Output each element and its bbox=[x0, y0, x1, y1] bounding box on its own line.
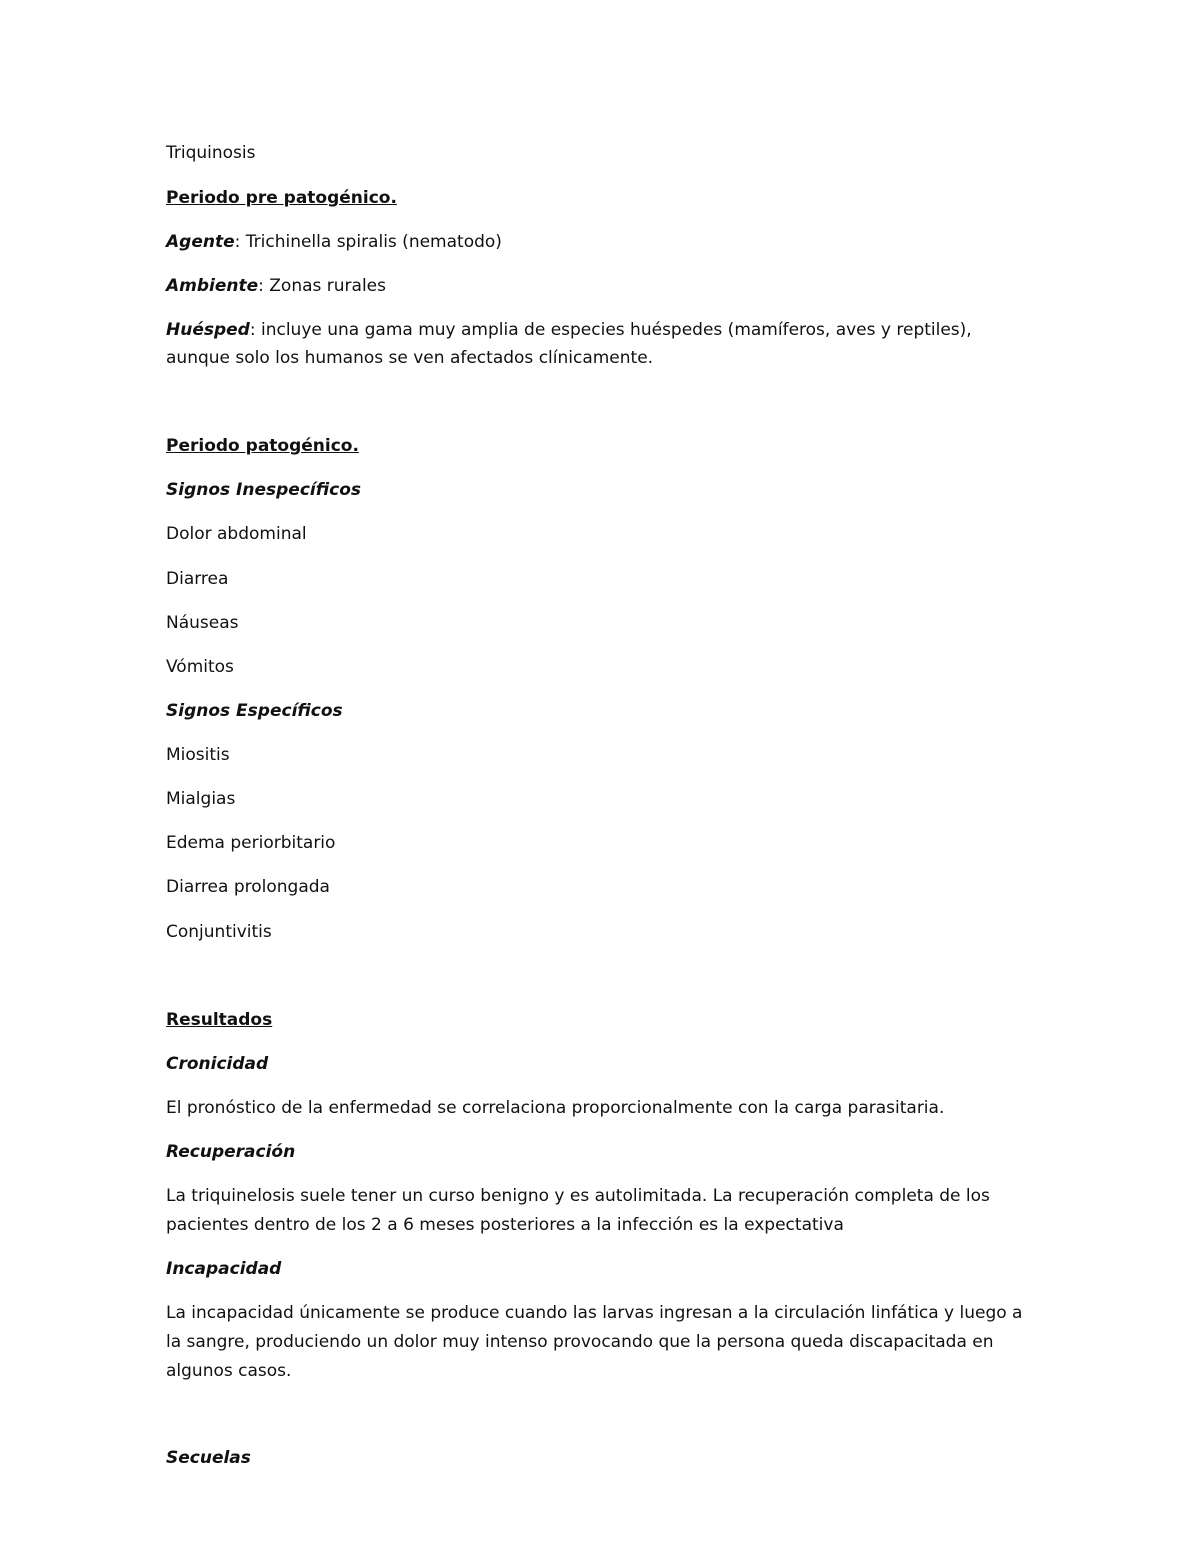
list-item: Miositis bbox=[166, 745, 230, 765]
list-item: Dolor abdominal bbox=[166, 524, 307, 544]
document-title: Triquinosis bbox=[166, 143, 256, 163]
patogenico-heading: Periodo patogénico. bbox=[166, 436, 359, 456]
recuperacion-text-1: La triquinelosis suele tener un curso benigno y es autolimitada. La recuperación completa de los bbox=[166, 1186, 990, 1206]
list-item: Edema periorbitario bbox=[166, 833, 336, 853]
incapacidad-heading: Incapacidad bbox=[166, 1259, 282, 1279]
recuperacion-text-2: pacientes dentro de los 2 a 6 meses posteriores a la infección es la expectativa bbox=[166, 1215, 844, 1235]
list-item: Vómitos bbox=[166, 657, 234, 677]
agente-line bbox=[166, 231, 502, 253]
incapacidad-text-2: la sangre, produciendo un dolor muy intenso provocando que la persona queda discapacitada en bbox=[166, 1332, 994, 1352]
inespecificos-heading: Signos Inespecíficos bbox=[166, 480, 361, 500]
ambiente-line bbox=[166, 275, 386, 297]
huesped-line-2: aunque solo los humanos se ven afectados clínicamente. bbox=[166, 348, 654, 368]
list-item: Conjuntivitis bbox=[166, 922, 272, 942]
huesped-line bbox=[166, 319, 972, 341]
ambiente-label: Ambiente bbox=[166, 276, 259, 296]
huesped-label: Huésped bbox=[166, 320, 250, 340]
cronicidad-text: El pronóstico de la enfermedad se correlaciona proporcionalmente con la carga parasitaria. bbox=[166, 1098, 945, 1118]
incapacidad-text-1: La incapacidad únicamente se produce cuando las larvas ingresan a la circulación linfática y luego a bbox=[166, 1303, 1023, 1323]
huesped-value-1: : incluye una gama muy amplia de especies huéspedes (mamíferos, aves y reptiles), bbox=[249, 320, 972, 340]
list-item: Náuseas bbox=[166, 613, 239, 633]
resultados-heading: Resultados bbox=[166, 1010, 273, 1030]
agente-value: : Trichinella spiralis (nematodo) bbox=[234, 232, 502, 252]
recuperacion-heading: Recuperación bbox=[166, 1142, 296, 1162]
list-item: Diarrea bbox=[166, 569, 229, 589]
list-item: Diarrea prolongada bbox=[166, 877, 330, 897]
pre-patogenico-heading: Periodo pre patogénico. bbox=[166, 188, 397, 208]
secuelas-heading: Secuelas bbox=[166, 1448, 251, 1468]
list-item: Mialgias bbox=[166, 789, 236, 809]
ambiente-value: : Zonas rurales bbox=[258, 276, 386, 296]
agente-label: Agente bbox=[166, 232, 235, 252]
especificos-heading: Signos Específicos bbox=[166, 701, 343, 721]
incapacidad-text-3: algunos casos. bbox=[166, 1361, 292, 1381]
cronicidad-heading: Cronicidad bbox=[166, 1054, 269, 1074]
